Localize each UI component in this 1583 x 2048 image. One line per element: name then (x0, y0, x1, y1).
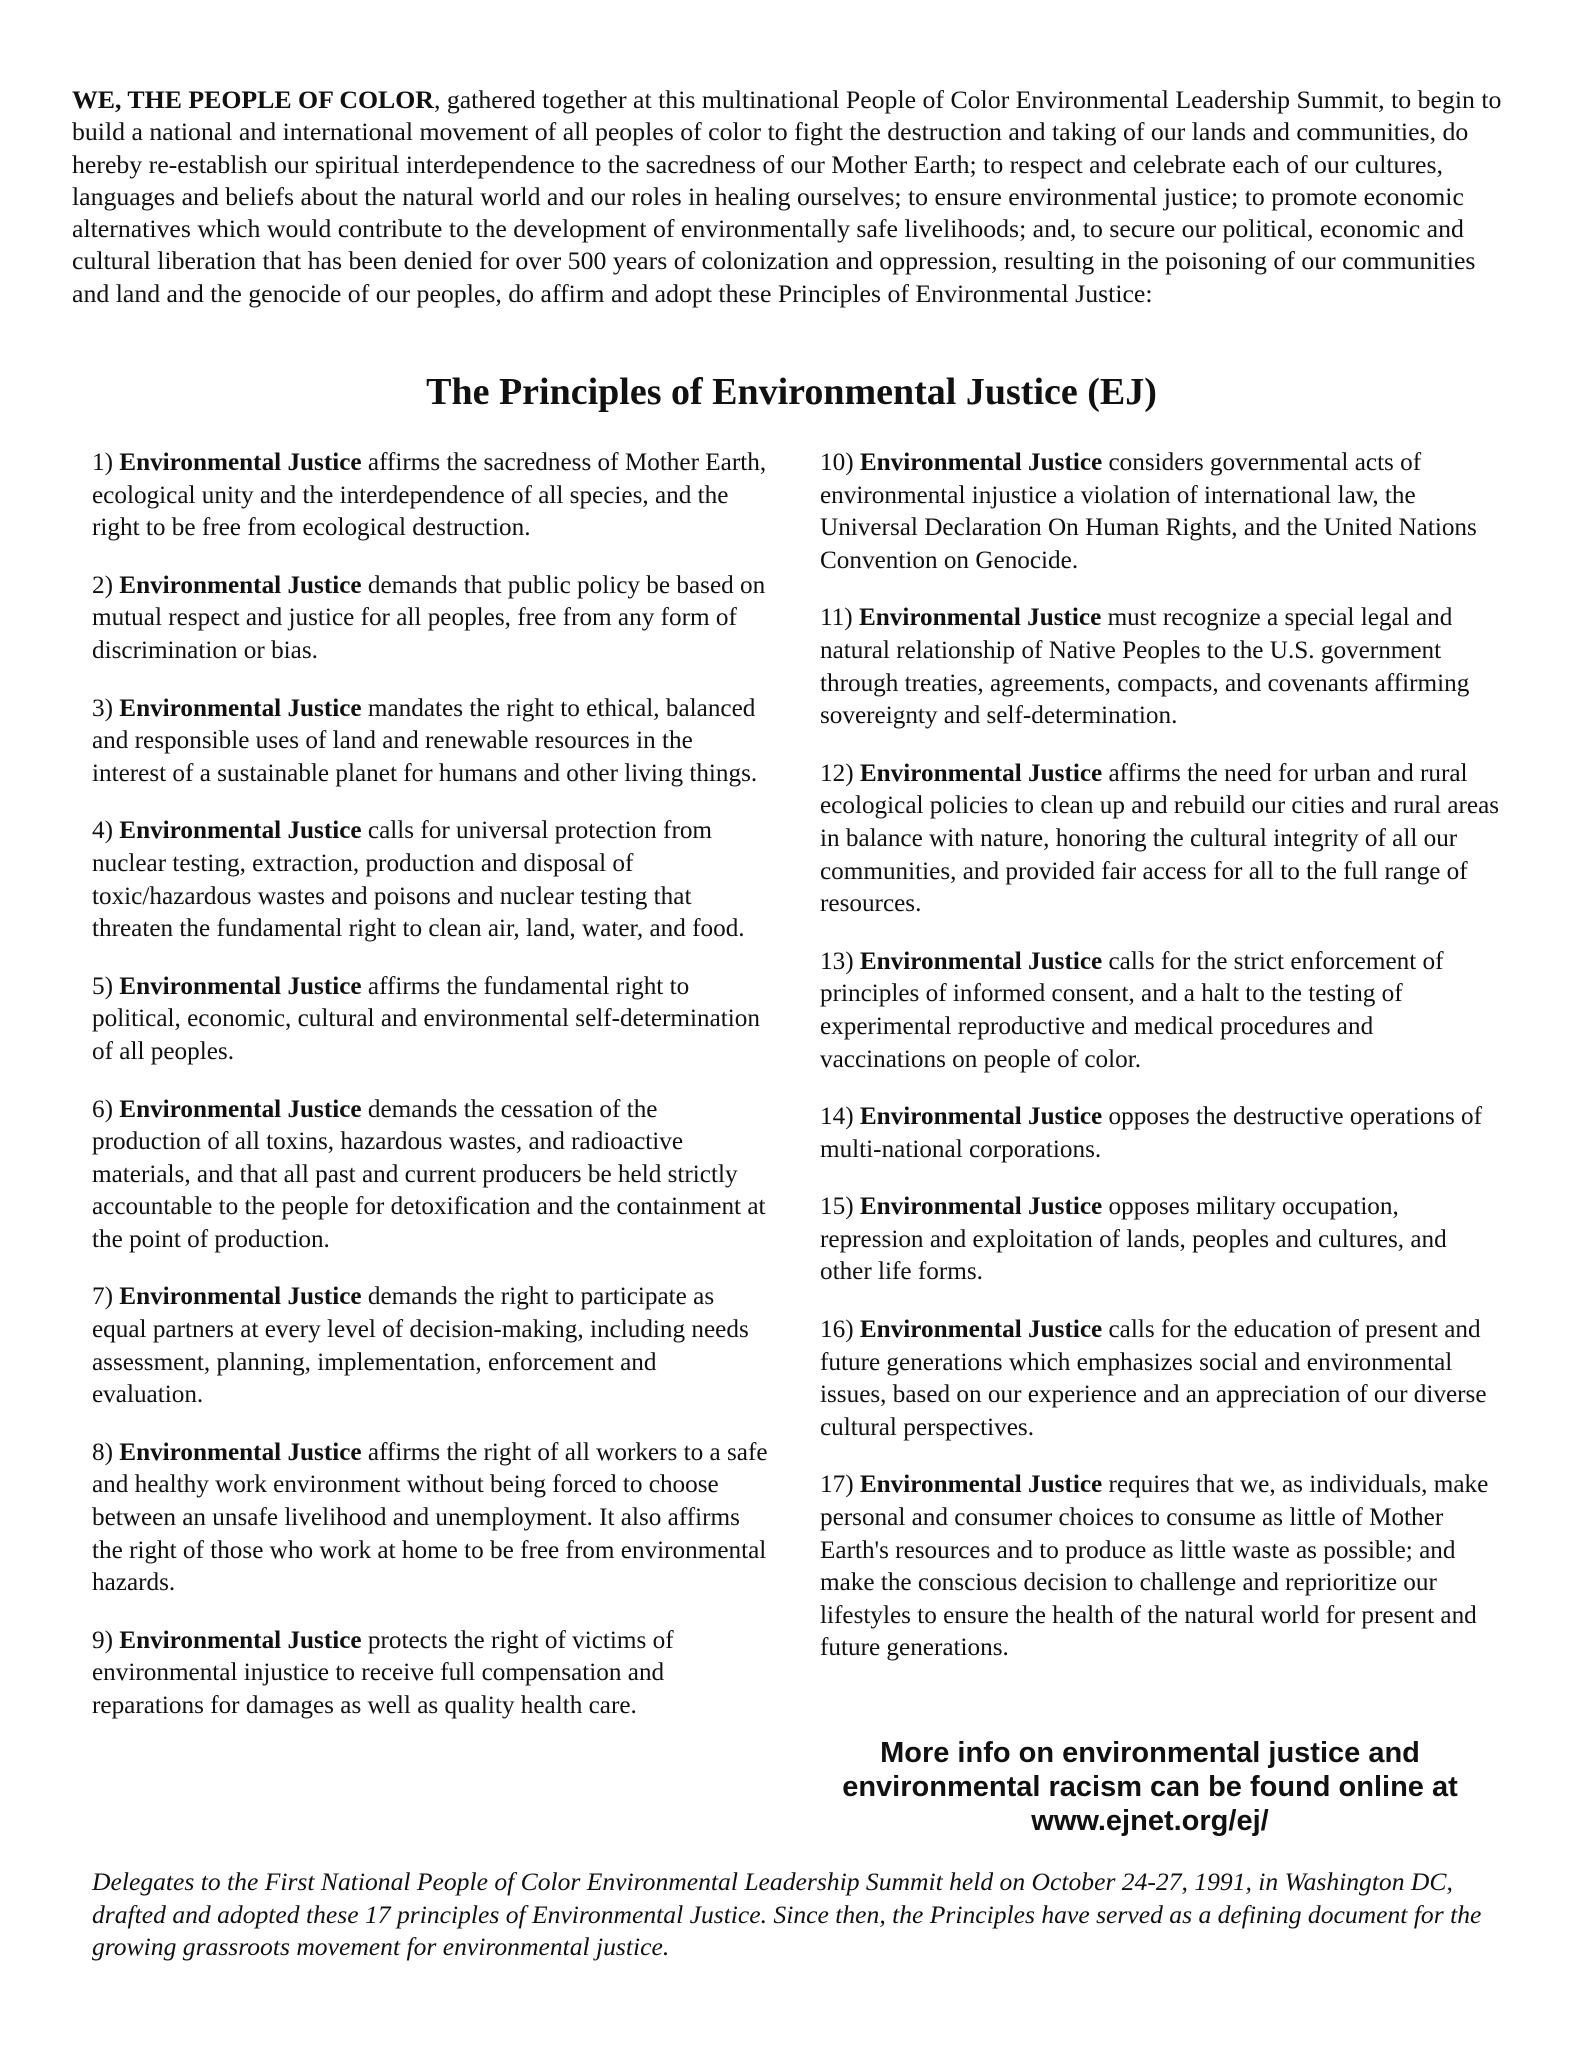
principle-number: 16) (820, 1316, 854, 1344)
principle-subject: Environmental Justice (119, 972, 362, 1000)
preamble-lead: WE, THE PEOPLE OF COLOR (72, 85, 434, 114)
principle-item (820, 1314, 1504, 1444)
principle-number: 4) (92, 817, 113, 845)
principle-subject: Environmental Justice (119, 817, 362, 845)
principle-text: opposes the destructive operations of multi-national corporations. (820, 1103, 1483, 1163)
principle-number: 17) (820, 1471, 854, 1499)
principle-text: considers governmental acts of environmental injustice a violation of international law, the Universal Declaration On Human Rights, and the United Nations Convention on Genocide. (820, 449, 1477, 574)
principle-number: 11) (820, 604, 853, 632)
principle-text: calls for universal protection from nuclear testing, extraction, production and disposal of toxic/hazardous wastes and poisons and nuclear testing that threaten the fundamental right to clean air, land, water, and food. (92, 817, 745, 943)
page-title: The Principles of Environmental Justice (EJ) (426, 371, 1157, 413)
more-info-line-1: More info on environmental justice and (880, 1737, 1420, 1769)
preamble-text: , gathered together at this multinational People of Color Environmental Leadership Summit, to begin to build a national and international movement of all peoples of color to fight the destruction and taking of our lands and communities, do hereby re-establish our spiritual interdependence to the sacredness of our Mother Earth; to respect and celebrate each of our cultures, languages and beliefs about the natural world and our roles in healing ourselves; to ensure environmental justice; to promote economic alternatives which would contribute to the development of environmentally safe livelihoods; and, to secure our political, economic and cultural liberation that has been denied for over 500 years of colonization and oppression, resulting in the poisoning of our communities and land and the genocide of our peoples, do affirm and adopt these Principles of Environmental Justice: (72, 85, 1502, 308)
principle-text: affirms the fundamental right to political, economic, cultural and environmental self-determination of all peoples. (92, 972, 760, 1065)
principle-item (92, 693, 768, 791)
principle-text: demands that public policy be based on mutual respect and justice for all peoples, free from any form of discrimination or bias. (92, 571, 766, 664)
principle-text: affirms the need for urban and rural ecological policies to clean up and rebuild our cities and rural areas in balance with nature, honoring the cultural integrity of all our communities, and provided fair access for all to the full range of resources. (820, 759, 1500, 918)
principle-subject: Environmental Justice (119, 694, 362, 722)
principle-subject: Environmental Justice (859, 449, 1103, 476)
principle-subject: Environmental Justice (859, 1193, 1103, 1221)
principle-text: opposes military occupation, repression and exploitation of lands, peoples and cultures, and other life forms. (820, 1193, 1447, 1286)
principle-number: 6) (92, 1095, 113, 1123)
principle-text: affirms the right of all workers to a safe and healthy work environment without being forced to choose between an unsafe livelihood and unemployment. It also affirms the right of those who work at home to be free from environmental hazards. (92, 1438, 768, 1597)
more-info-notice (800, 1736, 1500, 1838)
principle-item (820, 1191, 1504, 1289)
principle-item (92, 570, 768, 668)
principle-item (820, 946, 1504, 1076)
principle-item (820, 602, 1504, 732)
principle-text: mandates the right to ethical, balanced and responsible uses of land and renewable resources in the interest of a sustainable planet for humans and other living things. (92, 694, 758, 787)
principle-subject: Environmental Justice (858, 604, 1102, 632)
principle-text: demands the right to participate as equal partners at every level of decision-making, including needs assessment, planning, implementation, enforcement and evaluation. (92, 1283, 749, 1409)
principle-number: 8) (92, 1438, 113, 1466)
principle-subject: Environmental Justice (859, 1471, 1103, 1499)
principle-subject: Environmental Justice (119, 449, 362, 476)
principle-subject: Environmental Justice (119, 571, 362, 599)
principle-item (92, 1281, 768, 1411)
principle-text: affirms the sacredness of Mother Earth, ecological unity and the interdependence of all species, and the right to be free from ecological destruction. (92, 449, 767, 542)
more-info-url: www.ejnet.org/ej/ (1031, 1805, 1269, 1837)
principles-left-column (92, 447, 768, 1748)
principle-item (820, 1101, 1504, 1166)
principle-number: 10) (820, 449, 854, 476)
principle-subject: Environmental Justice (119, 1095, 362, 1123)
footer-note: Delegates to the First National People of Color Environmental Leadership Summit held on October 24-27, 1991, in Washington DC, drafted and adopted these 17 principles of Environmental Justice. Since then, the Principles have served as a defining document for the growing grassroots movement for environmental justice. (92, 1867, 1482, 1961)
principle-subject: Environmental Justice (859, 1103, 1103, 1131)
principle-item (820, 447, 1504, 577)
principle-text: protects the right of victims of environmental injustice to receive full compensation and reparations for damages as well as quality health care. (92, 1626, 674, 1719)
principle-subject: Environmental Justice (859, 947, 1103, 975)
principle-subject: Environmental Justice (859, 759, 1103, 787)
principle-number: 7) (92, 1283, 113, 1311)
principle-text: requires that we, as individuals, make personal and consumer choices to consume as little of Mother Earth's resources and to produce as little waste as possible; and make the conscious decision to challenge and reprioritize our lifestyles to ensure the health of the natural world for present and future generations. (820, 1471, 1489, 1662)
principle-item (92, 1094, 768, 1257)
principle-text: must recognize a special legal and natural relationship of Native Peoples to the U.S. government through treaties, agreements, compacts, and covenants affirming sovereignty and self-determination. (820, 604, 1470, 730)
principle-text: demands the cessation of the production of all toxins, hazardous wastes, and radioactive materials, and that all past and current producers be held strictly accountable to the people for detoxification and the containment at the point of production. (92, 1095, 766, 1253)
principle-number: 1) (92, 449, 113, 476)
principle-number: 13) (820, 947, 854, 975)
principle-item (820, 758, 1504, 921)
principle-item (92, 447, 768, 545)
principle-item (92, 1625, 768, 1723)
principle-number: 3) (92, 694, 113, 722)
preamble (72, 84, 1512, 310)
principle-subject: Environmental Justice (119, 1626, 362, 1654)
principle-subject: Environmental Justice (119, 1283, 362, 1311)
principle-number: 12) (820, 759, 854, 787)
more-info-line-2: environmental racism can be found online at (842, 1771, 1458, 1803)
principle-number: 9) (92, 1626, 113, 1654)
principle-text: calls for the strict enforcement of principles of informed consent, and a halt to the testing of experimental reproductive and medical procedures and vaccinations on people of color. (820, 947, 1444, 1073)
principle-item (92, 971, 768, 1069)
principle-item (820, 1469, 1504, 1665)
principle-number: 14) (820, 1103, 854, 1131)
principle-text: calls for the education of present and future generations which emphasizes social and environmental issues, based on our experience and an appreciation of our diverse cultural perspectives. (820, 1316, 1487, 1441)
principle-number: 2) (92, 571, 113, 599)
principle-number: 15) (820, 1193, 854, 1221)
principles-right-column (820, 447, 1504, 1690)
principle-number: 5) (92, 972, 113, 1000)
principle-subject: Environmental Justice (119, 1438, 362, 1466)
principle-item (92, 815, 768, 945)
principle-subject: Environmental Justice (859, 1316, 1103, 1344)
principle-item (92, 1437, 768, 1600)
